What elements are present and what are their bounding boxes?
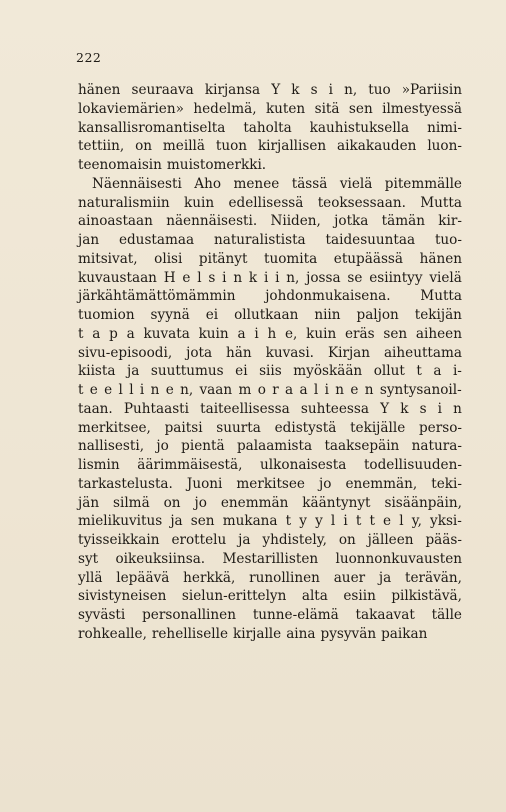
word: l [118, 382, 123, 398]
word: taan. [78, 400, 113, 417]
word: Juoni [186, 475, 223, 492]
word: kuvata [143, 325, 190, 342]
word: herkkä, [183, 569, 236, 586]
word: personallinen [142, 607, 236, 623]
word: lismin [78, 457, 120, 473]
word: l [399, 513, 404, 530]
word: kirjallisen [257, 138, 327, 155]
word: y [315, 513, 323, 530]
word: Kirjan [327, 344, 371, 361]
text-line [78, 437, 462, 456]
word: i- [452, 363, 462, 380]
word: sen [190, 513, 215, 530]
word: sivu-episoodi, [78, 344, 173, 361]
word: Näennäisesti [92, 175, 182, 192]
word: a [126, 325, 135, 342]
word: l [197, 269, 202, 286]
word: se [347, 269, 363, 286]
word: e [104, 382, 113, 398]
word: menee [233, 175, 280, 192]
word: taiteellisessa [200, 400, 290, 417]
word: e [89, 382, 98, 398]
word: tuomion [78, 307, 135, 323]
word: n, [344, 82, 358, 98]
word: kauhistuksella [309, 119, 410, 136]
word: a [92, 325, 101, 342]
word: lokaviemärien» [78, 100, 184, 117]
word: tuo [368, 82, 391, 98]
word: sielun-erittelyn [181, 588, 287, 605]
word: suurta [216, 419, 261, 436]
word: tuon [215, 138, 248, 155]
word: sivistyneisen [78, 588, 167, 605]
word: ja [238, 532, 251, 548]
word: erottelu [171, 532, 227, 548]
word: ei [235, 363, 248, 380]
word: suuttumus [150, 363, 224, 380]
word: a [237, 325, 246, 342]
text-line [78, 362, 462, 381]
word: luonnonkuvausten [335, 550, 462, 567]
word: teenomaisin [78, 157, 162, 173]
word: a [285, 382, 294, 398]
text-line [78, 119, 462, 138]
word: suhteessa [300, 400, 369, 417]
word: Mutta [420, 288, 462, 305]
word: kuten [265, 100, 306, 117]
word: p [109, 325, 118, 342]
word: kuvasi. [265, 344, 314, 361]
text-line [78, 475, 462, 494]
word: teoksessaan. [317, 194, 406, 211]
word: natura- [411, 438, 462, 455]
word: teki- [431, 475, 462, 492]
word: pitänyt [198, 250, 248, 267]
word: sitä [314, 100, 340, 117]
word: esiin [343, 588, 376, 605]
word: lepäävä [116, 569, 170, 586]
word: kansallisromantiselta [78, 119, 226, 136]
word: ollut [373, 363, 405, 380]
word: Aho [194, 175, 222, 192]
word: Mutta [420, 194, 462, 211]
word: kirjalle [233, 625, 282, 642]
word: i [254, 325, 259, 342]
word: taaksepäin [324, 438, 400, 455]
word: tekijälle [350, 419, 406, 436]
word: kir- [438, 213, 462, 230]
word: i [222, 269, 227, 286]
text-line [78, 606, 462, 625]
word: paikan [381, 625, 428, 642]
word: niin [314, 307, 341, 323]
word: aikakauden [337, 138, 417, 155]
word: pääs- [425, 532, 462, 548]
text-line [78, 156, 462, 175]
text-line [78, 81, 462, 100]
word: n, [180, 382, 194, 398]
word: tettiin, [78, 138, 125, 155]
word: i [275, 269, 280, 286]
word: Y [380, 400, 390, 417]
word: y [299, 513, 307, 530]
word: on [163, 494, 181, 511]
word: t [78, 382, 84, 398]
word: sen [383, 325, 408, 342]
word: e [350, 382, 359, 398]
word: merkitsee, [78, 419, 151, 436]
word: äärimmäisestä, [137, 457, 243, 473]
word: yksi- [430, 513, 462, 530]
word: merkitsee [236, 475, 305, 492]
word: n [364, 382, 374, 398]
word: pysyvän [320, 625, 377, 642]
word: i [139, 382, 145, 398]
word: jän [78, 494, 100, 511]
word: aiheuttama [383, 344, 462, 361]
text-line [78, 494, 462, 513]
word: kiista [78, 363, 116, 380]
word: »Pariisin [401, 82, 462, 98]
word: Puhtaasti [123, 400, 189, 417]
text-line [78, 306, 462, 325]
word: yhdistely, [262, 532, 327, 548]
word: syvästi [78, 607, 126, 623]
word: jälleen [367, 532, 414, 548]
word: todellisuuden- [363, 457, 462, 473]
word: jo [156, 438, 169, 455]
word: kääntynyt [302, 494, 371, 511]
word: hänen [78, 82, 121, 98]
word: tuo- [434, 232, 462, 248]
word: taidesuuntaa [325, 232, 416, 248]
text-line [78, 231, 462, 250]
word: e, [284, 325, 298, 342]
word: paitsi [164, 419, 203, 436]
word: vielä [339, 175, 373, 192]
text-line [78, 512, 462, 531]
text-line [78, 569, 462, 588]
word: l [129, 382, 134, 398]
word: ollutkaan [234, 307, 299, 323]
word: n [233, 269, 243, 286]
word: rohkealle, [78, 625, 147, 642]
word: hedelmä, [193, 100, 257, 117]
word: alta [301, 588, 328, 605]
word: eräs [344, 325, 375, 342]
word: enemmän, [345, 475, 418, 492]
word: on [135, 138, 153, 155]
word: ja [170, 513, 183, 530]
word: s [208, 269, 216, 286]
text-line [78, 175, 462, 194]
word: tässä [291, 175, 328, 192]
word: jo [319, 475, 332, 492]
word: seuraava [131, 82, 194, 98]
word: kuin [306, 325, 337, 342]
text-line [78, 419, 462, 438]
word: naturalistista [213, 232, 306, 248]
text-line [78, 250, 462, 269]
word: tarkastelusta. [78, 475, 173, 492]
word: ilmestyessä [382, 100, 462, 117]
word: syntysanoil- [379, 382, 462, 398]
word: jota [186, 344, 213, 361]
word: i [328, 82, 333, 98]
text-line [78, 625, 462, 644]
word: luon- [427, 138, 462, 155]
text-line [78, 531, 462, 550]
word: tekijän [414, 307, 462, 323]
word: terävän, [405, 569, 462, 586]
word: tyisseikkain [78, 532, 160, 548]
word: i [263, 269, 269, 286]
text-line [78, 269, 462, 288]
word: e [383, 513, 392, 530]
word: ei [205, 307, 219, 323]
word: t [285, 513, 292, 530]
word: s [310, 82, 318, 98]
word: hän [226, 344, 252, 361]
word: tunne-elämä [252, 607, 339, 623]
word: hänen [419, 250, 462, 267]
word: tämän [381, 213, 425, 230]
word: mielikuvitus [78, 513, 163, 530]
word: esiintyy [369, 269, 423, 286]
word: palaamista [236, 438, 313, 455]
word: kuin [198, 325, 229, 342]
word: s [419, 400, 427, 417]
word: kirjansa [204, 82, 261, 98]
word: tuomita [264, 250, 318, 267]
word: rehelliselle [151, 625, 229, 642]
text-line [78, 381, 462, 400]
word: n [335, 382, 345, 398]
word: edustamaa [118, 232, 195, 248]
word: vaan [199, 382, 233, 398]
word: a [433, 363, 442, 380]
word: sen [348, 100, 373, 117]
word: tälle [431, 607, 462, 623]
word: i [437, 400, 443, 417]
word: n, [286, 269, 300, 286]
page-number: 222 [76, 50, 102, 65]
word: enemmän [220, 494, 289, 511]
word: k [248, 269, 258, 286]
word: aina [286, 625, 316, 642]
text-line [78, 587, 462, 606]
text-line [78, 100, 462, 119]
word: aiheen [415, 325, 462, 342]
word: jotka [334, 213, 369, 230]
word: t [355, 513, 362, 530]
word: syynä [150, 307, 190, 323]
word: t [78, 325, 84, 342]
word: ja [127, 363, 140, 380]
word: H [163, 269, 176, 286]
word: syt [78, 550, 99, 567]
word: jan [78, 232, 100, 248]
word: nallisesti, [78, 438, 145, 455]
word: oikeuksiinsa. [115, 550, 206, 567]
word: muistomerkki. [166, 157, 267, 173]
text-line [78, 400, 462, 419]
word: nimi- [427, 119, 462, 136]
word: ulkonaisesta [260, 457, 347, 473]
word: e [182, 269, 191, 286]
text-line [78, 325, 462, 344]
word: pientä [181, 438, 225, 455]
word: pilkistävä, [391, 588, 462, 605]
word: Y [271, 82, 281, 98]
word: auer [333, 569, 366, 586]
word: r [272, 382, 279, 398]
text-line [78, 550, 462, 569]
word: k [291, 82, 300, 98]
word: edistystä [274, 419, 337, 436]
word: sisäänpäin, [384, 494, 462, 511]
word: ainoastaan [78, 213, 153, 230]
word: jo [194, 494, 207, 511]
word: naturalismiin [78, 194, 170, 211]
word: järkähtämättömämmin [78, 288, 236, 305]
word: olisi [154, 250, 183, 267]
word: runollinen [249, 569, 320, 586]
word: mukana [222, 513, 278, 530]
word: i [324, 382, 329, 398]
word: t [369, 513, 375, 530]
word: l [330, 513, 336, 530]
text-line [78, 287, 462, 306]
word: ja [378, 569, 392, 586]
word: vielä [429, 269, 462, 286]
word: m [238, 382, 252, 398]
word: jossa [306, 269, 341, 286]
body-text [78, 81, 462, 644]
word: k [400, 400, 409, 417]
word: myöskään [293, 363, 363, 380]
text-line [78, 456, 462, 475]
word: näennäisesti. [166, 213, 258, 230]
word: i [343, 513, 348, 530]
word: meillä [162, 138, 206, 155]
word: h [267, 325, 277, 342]
word: y, [411, 513, 422, 530]
word: mitsivat, [78, 250, 138, 267]
word: taholta [243, 119, 292, 136]
text-line [78, 212, 462, 231]
word: a [299, 382, 308, 398]
word: takaavat [355, 607, 415, 623]
text-line [78, 344, 462, 363]
word: pitemmälle [384, 175, 462, 192]
word: e [165, 382, 174, 398]
word: johdonmukaisena. [265, 288, 391, 305]
word: kuin [184, 194, 215, 211]
word: paljon [356, 307, 399, 323]
word: yllä [78, 569, 103, 586]
word: o [257, 382, 266, 398]
word: on [338, 532, 356, 548]
word: kuvaustaan [78, 269, 157, 286]
word: edellisessä [228, 194, 304, 211]
word: Mestarillisten [222, 550, 319, 567]
word: l [313, 382, 319, 398]
word: t [416, 363, 422, 380]
word: etupäässä [333, 250, 404, 267]
word: silmä [113, 494, 150, 511]
word: siis [259, 363, 282, 380]
word: Niiden, [270, 213, 321, 230]
text-line [78, 194, 462, 213]
word: n [150, 382, 160, 398]
word: perso- [418, 419, 462, 436]
word: n [453, 400, 462, 417]
text-line [78, 137, 462, 156]
